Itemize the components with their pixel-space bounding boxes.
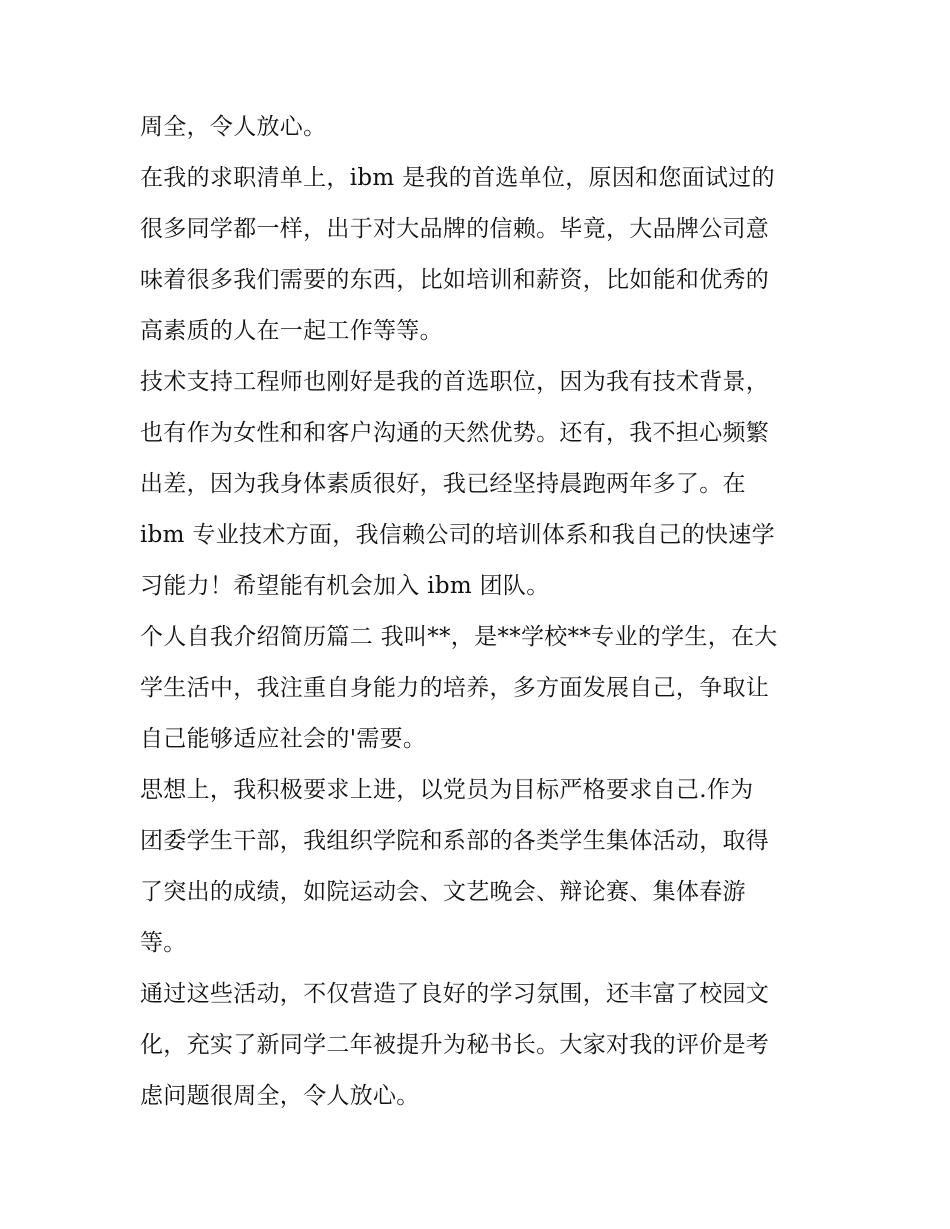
text-line: 习能力！希望能有机会加入 ibm 团队。: [140, 573, 550, 599]
text-line: 味着很多我们需要的东西，比如培训和薪资，比如能和优秀的: [140, 267, 770, 293]
text-line: 技术支持工程师也刚好是我的首选职位，因为我有技术背景，: [140, 369, 770, 395]
text-line: 思想上，我积极要求上进，以党员为目标严格要求自己.作为: [140, 777, 754, 803]
text-line: 通过这些活动，不仅营造了良好的学习氛围，还丰富了校园文: [140, 981, 770, 1007]
text-line: 周全，令人放心。: [140, 114, 327, 140]
text-line: 高素质的人在一起工作等等。: [140, 318, 443, 344]
text-line: 在我的求职清单上，ibm 是我的首选单位，原因和您面试过的: [140, 165, 775, 191]
text-line: 出差，因为我身体素质很好，我已经坚持晨跑两年多了。在: [140, 471, 746, 497]
text-line: 化，充实了新同学二年被提升为秘书长。大家对我的评价是考: [140, 1032, 770, 1058]
text-line: 了突出的成绩，如院运动会、文艺晚会、辩论赛、集体春游: [140, 879, 746, 905]
text-line: 学生活中，我注重自身能力的培养，多方面发展自己，争取让: [140, 675, 770, 701]
text-line: 团委学生干部，我组织学院和系部的各类学生集体活动，取得: [140, 828, 770, 854]
text-line: 自己能够适应社会的'需要。: [140, 726, 427, 752]
text-line: 也有作为女性和和客户沟通的天然优势。还有，我不担心频繁: [140, 420, 770, 446]
text-line: 很多同学都一样，出于对大品牌的信赖。毕竟，大品牌公司意: [140, 216, 770, 242]
text-line: 等。: [140, 930, 187, 956]
document-body: [140, 102, 820, 1122]
text-line: 个人自我介绍简历篇二 我叫**，是**学校**专业的学生，在大: [140, 624, 778, 650]
text-line: ibm 专业技术方面，我信赖公司的培训体系和我自己的快速学: [140, 522, 775, 548]
text-line: 虑问题很周全，令人放心。: [140, 1083, 420, 1109]
